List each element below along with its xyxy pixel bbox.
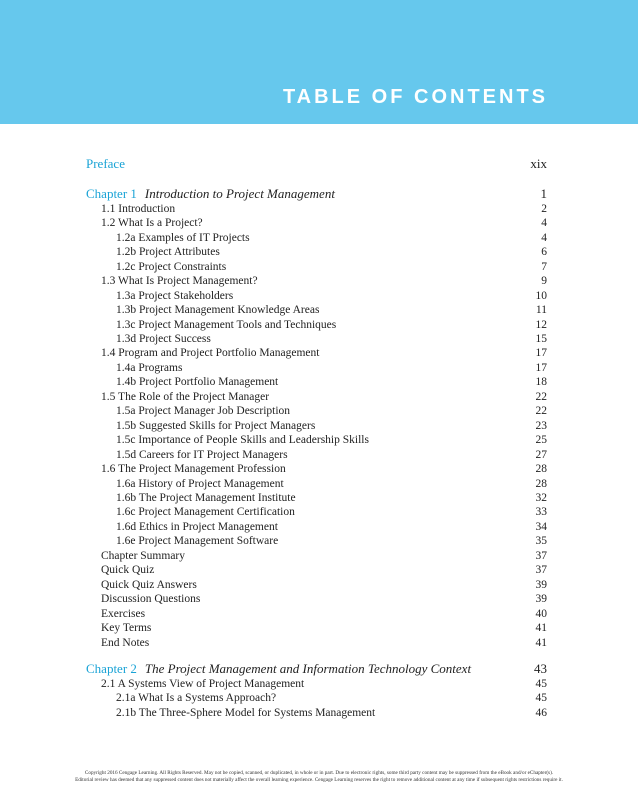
entry-page: 37 (535, 550, 547, 562)
preface-label: Preface (86, 156, 125, 171)
entry-page: 4 (541, 217, 547, 229)
entry-page: 22 (535, 405, 547, 417)
entry-page: 22 (535, 391, 547, 403)
entry-page: 2 (541, 203, 547, 215)
toc-entry[interactable] (0, 303, 638, 317)
toc-entry[interactable] (0, 592, 638, 606)
toc-entry[interactable] (0, 578, 638, 592)
toc-chapter-1[interactable] (0, 186, 638, 202)
chapter-label: Chapter 1 (86, 186, 137, 201)
toc-entry[interactable] (0, 346, 638, 360)
toc-entry[interactable] (0, 706, 638, 720)
entry-title: 1.5d Careers for IT Project Managers (116, 449, 288, 461)
toc-entry[interactable] (0, 260, 638, 274)
entry-page: 7 (541, 261, 547, 273)
entry-title: 1.6 The Project Management Profession (101, 463, 286, 475)
entry-title: 2.1b The Three-Sphere Model for Systems Management (116, 707, 376, 719)
entry-page: 28 (535, 463, 547, 475)
toc-entry[interactable] (0, 691, 638, 705)
entry-page: 17 (535, 362, 547, 374)
entry-title: 1.2a Examples of IT Projects (116, 232, 250, 244)
entry-title: 1.3b Project Management Knowledge Areas (116, 304, 320, 316)
chapter-title: The Project Management and Information Technology Context (144, 661, 472, 676)
entry-page: 28 (535, 478, 547, 490)
toc-chapter-2[interactable] (0, 661, 638, 677)
entry-page: 9 (541, 275, 547, 287)
entry-title: 2.1 A Systems View of Project Management (101, 678, 305, 690)
entry-title: End Notes (101, 637, 150, 649)
toc-entry[interactable] (0, 318, 638, 332)
entry-title: 1.3 What Is Project Management? (101, 275, 258, 287)
entry-page: 4 (541, 232, 547, 244)
entry-page: 39 (535, 579, 547, 591)
toc-entry[interactable] (0, 477, 638, 491)
entry-title: 1.3a Project Stakeholders (116, 290, 234, 302)
chapter-page: 43 (534, 661, 547, 676)
toc-entry[interactable] (0, 375, 638, 389)
chapter-label: Chapter 2 (86, 661, 137, 676)
entry-page: 11 (535, 304, 547, 316)
entry-page: 45 (535, 678, 547, 690)
toc-entry[interactable] (0, 332, 638, 346)
entry-title: 1.3d Project Success (116, 333, 211, 345)
toc-entry[interactable] (0, 563, 638, 577)
toc-entry[interactable] (0, 231, 638, 245)
entry-title: Exercises (101, 608, 146, 620)
entry-title: 1.6c Project Management Certification (116, 506, 295, 518)
entry-title: 1.2c Project Constraints (116, 261, 227, 273)
toc-entry[interactable] (0, 520, 638, 534)
toc-entry[interactable] (0, 433, 638, 447)
entry-page: 46 (535, 707, 547, 719)
chapter-title: Introduction to Project Management (144, 186, 335, 201)
entry-title: 1.5 The Role of the Project Manager (101, 391, 270, 403)
entry-title: 1.3c Project Management Tools and Techniques (116, 319, 337, 331)
entry-page: 39 (535, 593, 547, 605)
entry-title: 1.5c Importance of People Skills and Leadership Skills (116, 434, 369, 446)
entry-title: 1.2 What Is a Project? (101, 217, 203, 229)
toc-entry[interactable] (0, 621, 638, 635)
entry-page: 12 (535, 319, 547, 331)
toc-entry[interactable] (0, 491, 638, 505)
toc-preface[interactable] (0, 156, 638, 172)
entry-page: 45 (535, 692, 547, 704)
entry-page: 41 (535, 622, 547, 634)
entry-title: 1.4 Program and Project Portfolio Management (101, 347, 320, 359)
toc-entry[interactable] (0, 404, 638, 418)
entry-title: 1.4a Programs (116, 362, 183, 374)
entry-page: 32 (535, 492, 547, 504)
toc-entry[interactable] (0, 419, 638, 433)
toc-entry[interactable] (0, 636, 638, 650)
toc-entry[interactable] (0, 202, 638, 216)
toc-entry[interactable] (0, 245, 638, 259)
entry-page: 27 (535, 449, 547, 461)
entry-page: 37 (535, 564, 547, 576)
entry-title: Discussion Questions (101, 593, 201, 605)
entry-title: Quick Quiz (101, 564, 155, 576)
toc-entry[interactable] (0, 534, 638, 548)
entry-page: 25 (535, 434, 547, 446)
entry-title: 1.6a History of Project Management (116, 478, 284, 490)
entry-page: 15 (535, 333, 547, 345)
toc-entry[interactable] (0, 274, 638, 288)
entry-page: 18 (535, 376, 547, 388)
toc-entry[interactable] (0, 505, 638, 519)
entry-title: Quick Quiz Answers (101, 579, 197, 591)
entry-title: 1.6e Project Management Software (116, 535, 279, 547)
entry-title: Chapter Summary (101, 550, 185, 562)
entry-title: Key Terms (101, 622, 152, 634)
entry-title: 1.4b Project Portfolio Management (116, 376, 279, 388)
entry-title: 1.6d Ethics in Project Management (116, 521, 278, 533)
copyright-footer (0, 770, 638, 784)
entry-title: 1.5b Suggested Skills for Project Managers (116, 420, 316, 432)
entry-page: 41 (535, 637, 547, 649)
toc-entry[interactable] (0, 361, 638, 375)
toc-entry[interactable] (0, 448, 638, 462)
footer-line-1: Copyright 2016 Cengage Learning. All Rights Reserved. May not be copied, scanned, or duplicated, in whole or in part. Due to electronic rights, some third party content may be suppressed from the eBook and/or eChapter(s). (84, 770, 554, 776)
toc-entry[interactable] (0, 549, 638, 563)
footer-line-2: Editorial review has deemed that any suppressed content does not materially affect the overall learning experience. Cengage Learning reserves the right to remove additional content at any time if subsequent rights restrictions require it. (75, 777, 563, 783)
toc-entry[interactable] (0, 677, 638, 691)
toc-entry[interactable] (0, 390, 638, 404)
chapter-page: 1 (540, 186, 547, 201)
entry-page: 34 (535, 521, 547, 533)
page-title: TABLE OF CONTENTS (282, 86, 548, 108)
entry-page: 17 (535, 347, 547, 359)
entry-title: 1.1 Introduction (101, 203, 176, 215)
entry-page: 33 (535, 506, 547, 518)
header-banner (0, 0, 638, 124)
toc-entry[interactable] (0, 289, 638, 303)
toc-entry[interactable] (0, 216, 638, 230)
entry-title: 2.1a What Is a Systems Approach? (116, 692, 277, 704)
entry-title: 1.2b Project Attributes (116, 246, 220, 258)
entry-page: 10 (535, 290, 547, 302)
toc-entry[interactable] (0, 607, 638, 621)
entry-page: 6 (541, 246, 547, 258)
toc-entry[interactable] (0, 462, 638, 476)
entry-title: 1.6b The Project Management Institute (116, 492, 296, 504)
entry-page: 35 (535, 535, 547, 547)
entry-title: 1.5a Project Manager Job Description (116, 405, 291, 417)
preface-page: xix (530, 156, 547, 171)
entry-page: 23 (535, 420, 547, 432)
entry-page: 40 (535, 608, 547, 620)
